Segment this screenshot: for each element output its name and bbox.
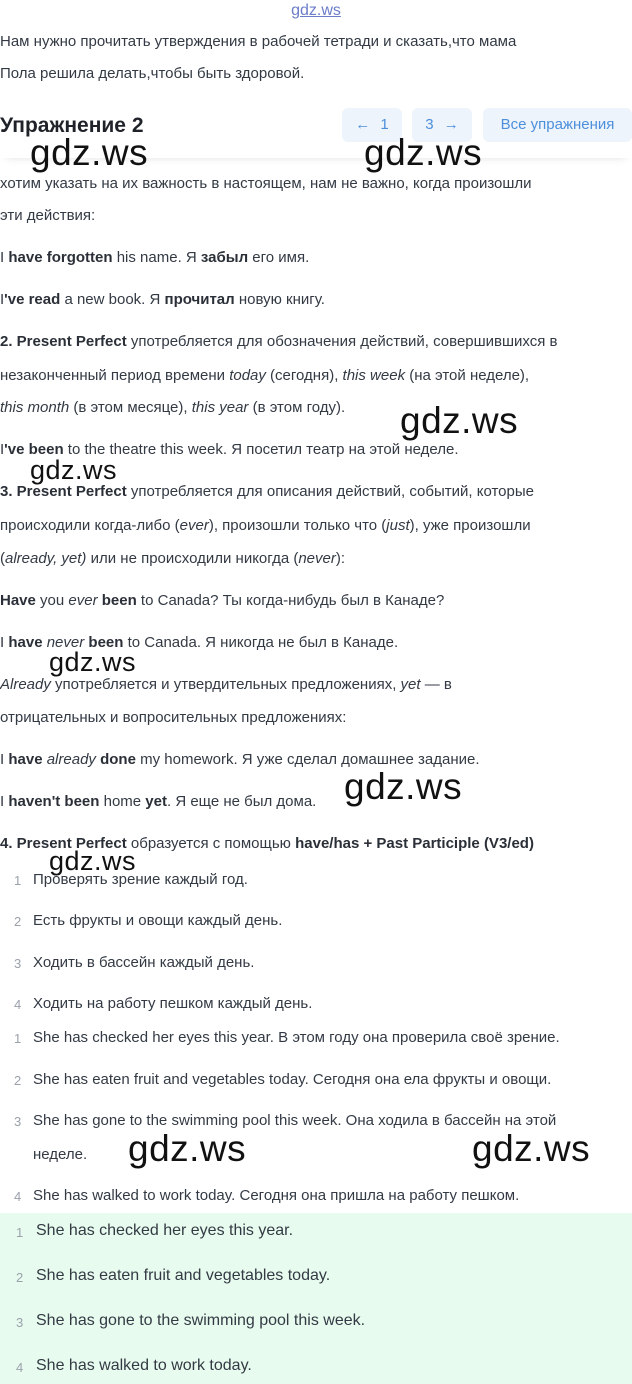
list-item: Ходить на работу пешком каждый день. (33, 995, 313, 1012)
answer-number: 4 (16, 1360, 24, 1375)
rule-paragraph: происходили когда-либо (ever), произошли только что (just), уже произошли (0, 517, 531, 534)
rule-paragraph: this month (в этом месяце), this year (в этом году). (0, 399, 346, 416)
rule-paragraph: Already употребляется и утвердительных предложениях, yet — в (0, 676, 452, 693)
watermark: gdz.ws (128, 1128, 247, 1169)
list-item: Ходить в бассейн каждый день. (33, 954, 255, 971)
watermark: gdz.ws (344, 766, 463, 807)
watermark: gdz.ws (364, 132, 483, 173)
next-exercise-number: 3 (425, 116, 434, 133)
watermark: gdz.ws (49, 647, 137, 677)
rule-paragraph: незаконченный период времени today (сегодня), this week (на этой неделе), (0, 367, 530, 384)
list-number: 3 (14, 956, 22, 971)
rule-paragraph: (already, yet) или не происходили никогда (never): (0, 550, 346, 567)
answer-number: 3 (16, 1315, 24, 1330)
list-number: 2 (14, 1073, 22, 1088)
list-item: She has checked her eyes this year. В этом году она проверила своё зрение. (33, 1029, 560, 1046)
answer-item: She has checked her eyes this year. (36, 1222, 294, 1239)
list-number: 1 (14, 873, 22, 888)
rule-paragraph: 3. Present Perfect употребляется для описания действий, событий, которые (0, 483, 534, 500)
example-sentence: Have you ever been to Canada? Ты когда-нибудь был в Канаде? (0, 592, 445, 609)
example-sentence: I have never been to Canada. Я никогда не был в Канаде. (0, 634, 399, 651)
list-item: Проверять зрение каждый год. (33, 871, 248, 888)
example-sentence: I've read a new book. Я прочитал новую книгу. (0, 291, 325, 308)
list-number: 4 (14, 1189, 22, 1204)
example-sentence: I have forgotten his name. Я забыл его имя. (0, 249, 310, 266)
list-item: Есть фрукты и овощи каждый день. (33, 912, 283, 929)
list-item: She has walked to work today. Сегодня она пришла на работу пешком. (33, 1187, 520, 1204)
list-number: 3 (14, 1114, 22, 1129)
watermark: gdz.ws (400, 400, 519, 441)
example-sentence: I have already done my homework. Я уже сделал домашнее задание. (0, 751, 480, 768)
watermark: gdz.ws (472, 1128, 591, 1169)
answer-number: 2 (16, 1270, 24, 1285)
answer-box (0, 1213, 632, 1384)
arrow-right-icon: → (443, 116, 459, 133)
theory-line: эти действия: (0, 207, 96, 224)
answer-number: 1 (16, 1225, 24, 1240)
example-sentence: I haven't been home yet. Я еще не был дома. (0, 793, 317, 810)
rule-paragraph: 4. Present Perfect образуется с помощью have/has + Past Participle (V3/ed) (0, 835, 534, 852)
rule-paragraph: 2. Present Perfect употребляется для обозначения действий, совершившихся в (0, 333, 558, 350)
all-exercises-button[interactable]: Все упражнения (483, 108, 632, 142)
arrow-left-icon: ← (355, 116, 371, 133)
list-item: She has gone to the swimming pool this week. Она ходила в бассейн на этой (33, 1112, 557, 1129)
list-number: 2 (14, 914, 22, 929)
answer-item: She has eaten fruit and vegetables today. (36, 1267, 331, 1284)
list-number: 4 (14, 997, 22, 1012)
rule-paragraph: отрицательных и вопросительных предложениях: (0, 709, 347, 726)
exercise-title: Упражнение 2 (0, 114, 144, 137)
prev-exercise-number: 1 (380, 116, 389, 133)
list-number: 1 (14, 1031, 22, 1046)
intro-line-2: Пола решила делать,чтобы быть здоровой. (0, 65, 305, 82)
intro-line-1: Нам нужно прочитать утверждения в рабочей тетради и сказать,что мама (0, 33, 517, 50)
watermark: gdz.ws (30, 132, 149, 173)
example-sentence: I've been to the theatre this week. Я посетил театр на этой неделе. (0, 441, 459, 458)
watermark: gdz.ws (49, 846, 137, 876)
theory-line: хотим указать на их важность в настоящем, нам не важно, когда произошли (0, 175, 532, 192)
watermark: gdz.ws (30, 455, 118, 485)
site-link[interactable]: gdz.ws (291, 2, 341, 19)
list-item-continuation: неделе. (33, 1146, 88, 1163)
answer-item: She has walked to work today. (36, 1357, 252, 1374)
answer-item: She has gone to the swimming pool this week. (36, 1312, 366, 1329)
list-item: She has eaten fruit and vegetables today. Сегодня она ела фрукты и овощи. (33, 1071, 552, 1088)
